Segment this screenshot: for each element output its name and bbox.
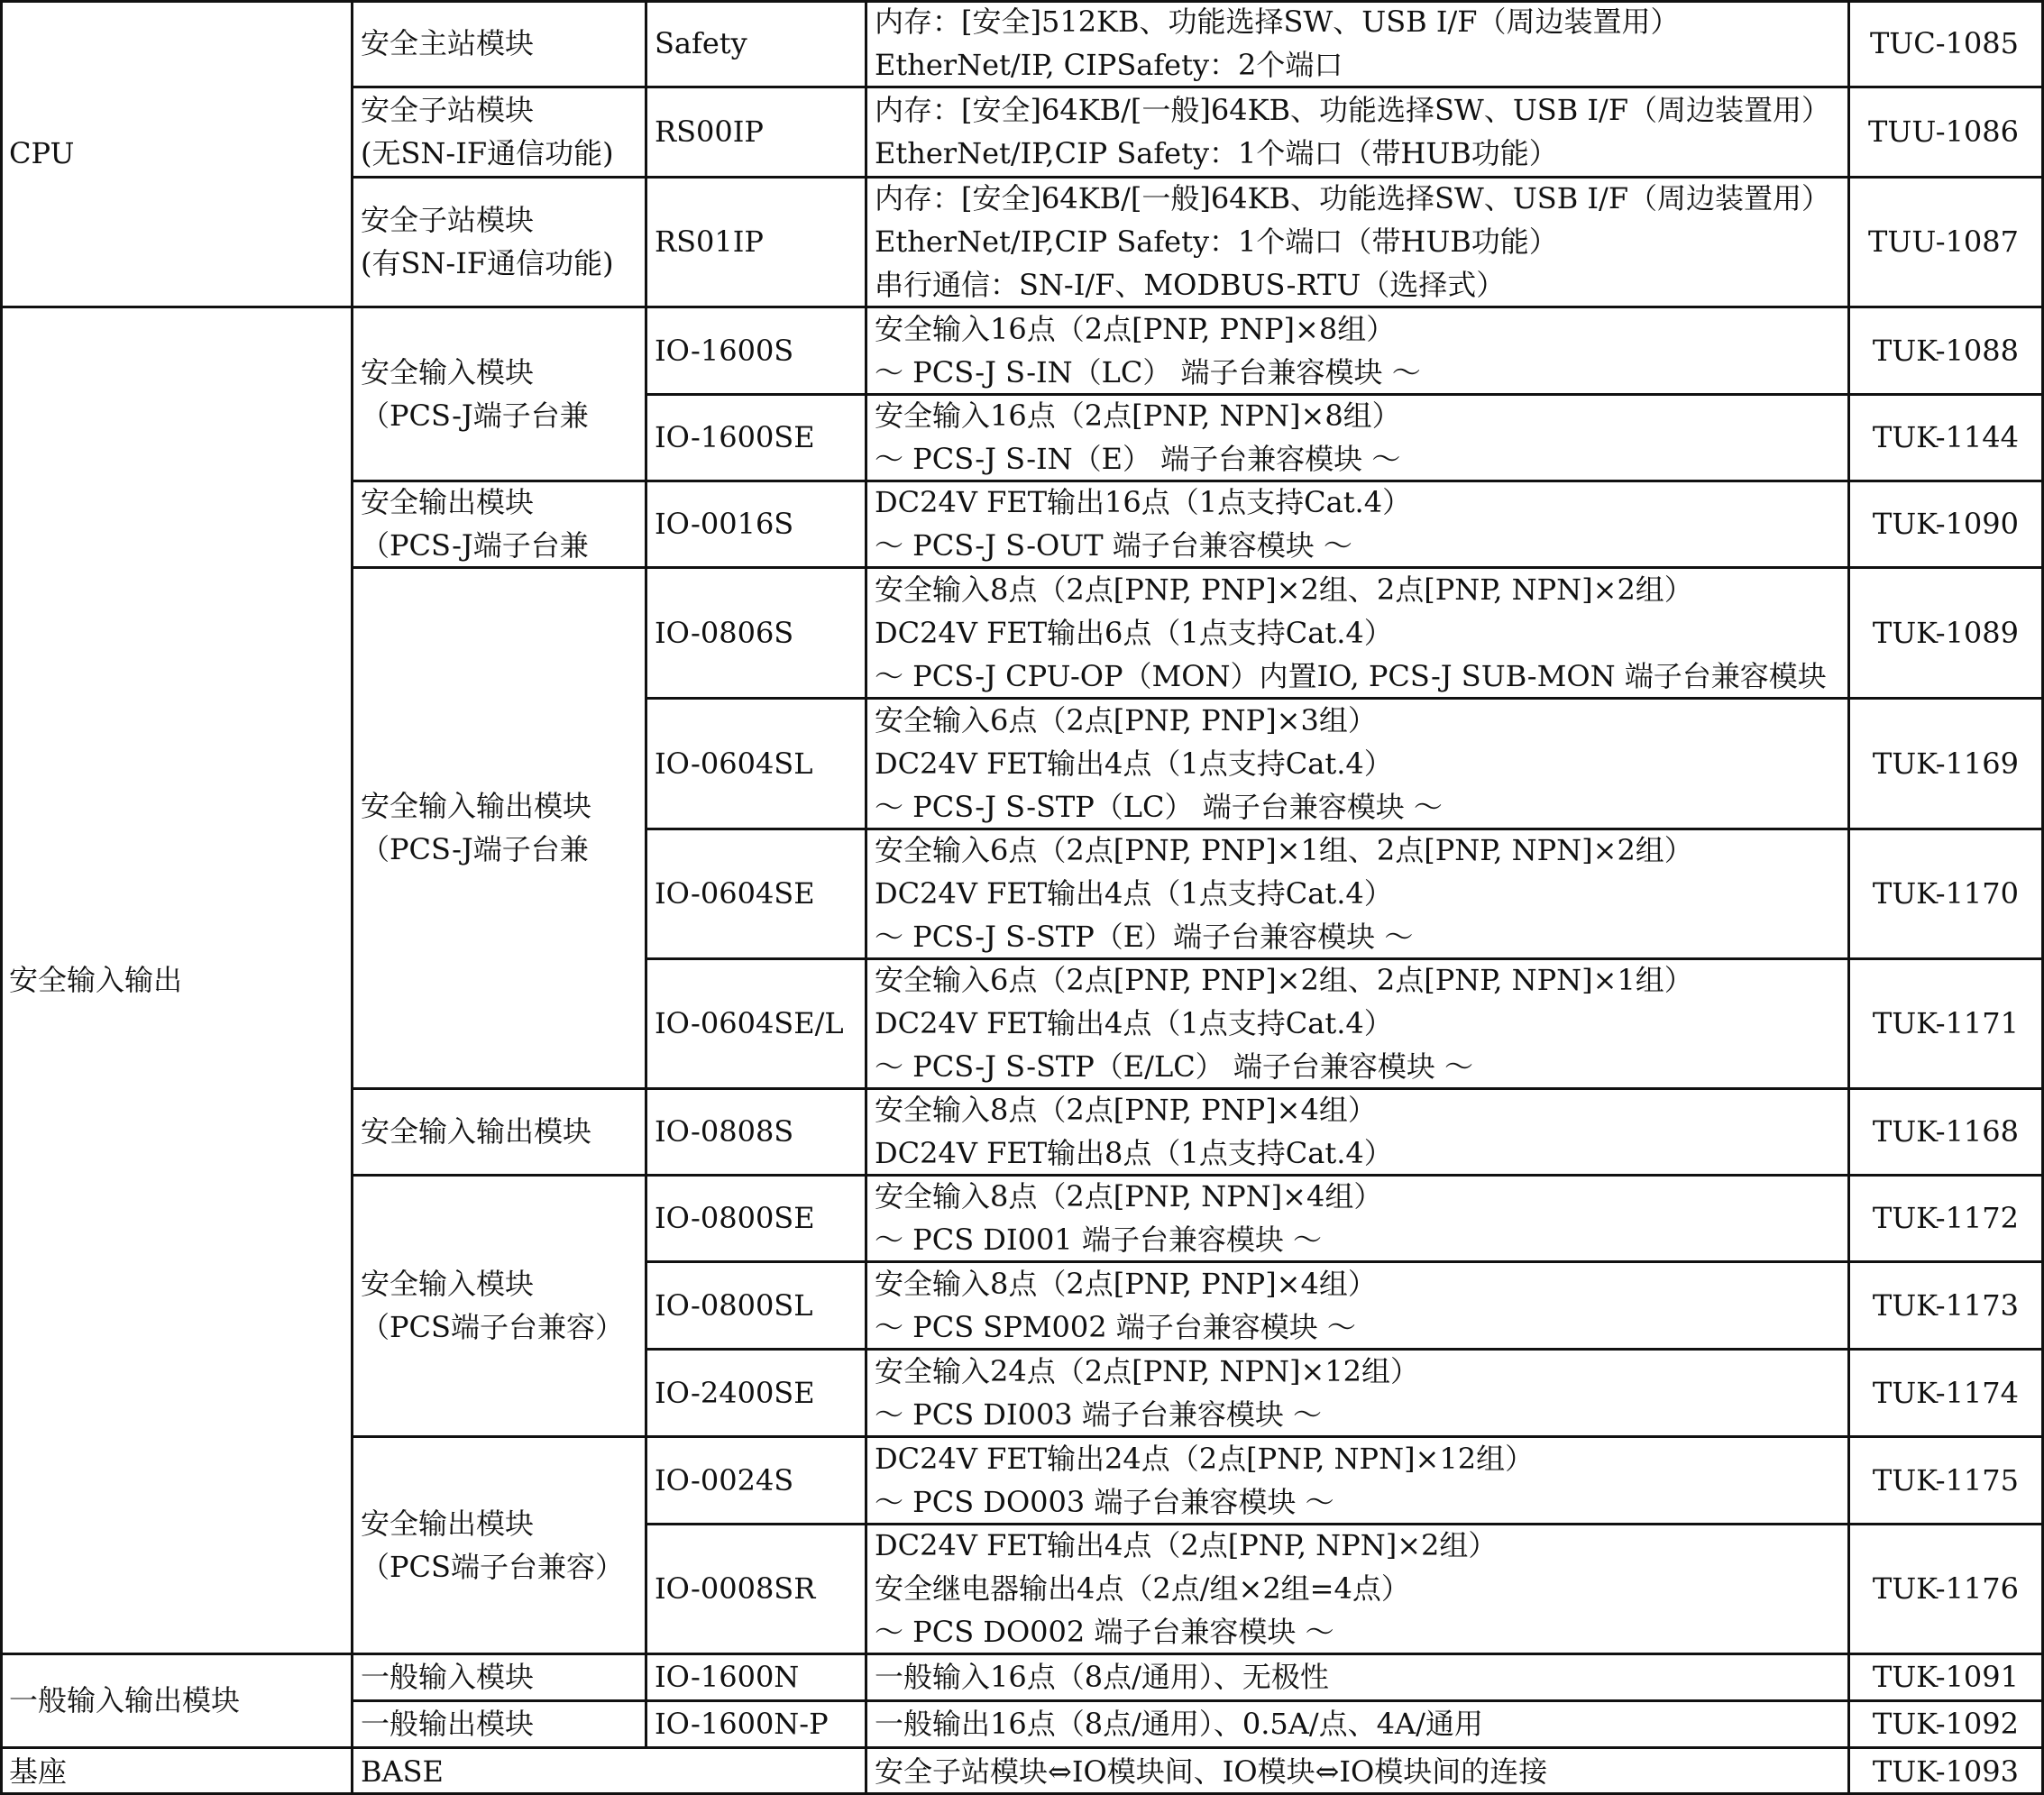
module-name: 安全输入模块 （PCS端子台兼容） <box>361 1267 624 1344</box>
table-border <box>646 1260 2044 1263</box>
category-general-io: 一般输入输出模块 <box>9 1683 241 1717</box>
code-cell: TUK-1090 <box>1872 507 2019 541</box>
spec-line: DC24V FET输出6点（1点支持Cat.4） <box>875 615 1393 650</box>
model-cell: IO-0024S <box>655 1462 794 1497</box>
table-border <box>1847 0 1850 1795</box>
spec-cell <box>866 1261 1848 1349</box>
spec-cell <box>866 1088 1848 1175</box>
spec-cell <box>866 177 1848 307</box>
table-border <box>646 957 2044 960</box>
spec-cell <box>866 394 1848 481</box>
spec-line: EtherNet/IP,CIP Safety：1个端口（带HUB功能） <box>875 136 1558 170</box>
spec-cell <box>866 1747 1848 1795</box>
module-name: 一般输出模块 <box>361 1707 535 1741</box>
module-name: 安全输出模块 （PCS端子台兼容） <box>361 1506 624 1584</box>
table-border <box>0 1746 2044 1749</box>
spec-line: 安全输入6点（2点[PNP, PNP]×3组） <box>875 702 1377 737</box>
table-border <box>646 393 2044 396</box>
code-cell: TUK-1093 <box>1872 1754 2019 1789</box>
spec-line: DC24V FET输出24点（2点[PNP, NPN]×12组） <box>875 1441 1535 1476</box>
model-cell: IO-0808S <box>655 1114 794 1149</box>
spec-line: 安全继电器输出4点（2点/组×2组=4点） <box>875 1571 1410 1606</box>
code-cell: TUK-1088 <box>1872 333 2019 368</box>
spec-line: DC24V FET输出4点（2点[PNP, NPN]×2组） <box>875 1528 1498 1562</box>
model-cell: RS01IP <box>655 224 764 259</box>
spec-line: EtherNet/IP, CIPSafety：2个端口 <box>875 48 1343 82</box>
spec-line: 安全输入8点（2点[PNP, PNP]×4组） <box>875 1266 1377 1301</box>
spec-line: 安全输入16点（2点[PNP, NPN]×8组） <box>875 398 1401 433</box>
spec-cell <box>866 307 1848 394</box>
spec-cell <box>866 1436 1848 1524</box>
code-cell: TUC-1085 <box>1869 26 2019 60</box>
category-base: 基座 <box>9 1754 68 1789</box>
spec-line: 内存：[安全]64KB/[一般]64KB、功能选择SW、USB I/F（周边装置用） <box>875 93 1831 127</box>
code-cell: TUK-1168 <box>1872 1114 2019 1149</box>
spec-line: ～ PCS-J S-IN（LC） 端子台兼容模块 ～ <box>875 354 1421 389</box>
module-name: 安全主站模块 <box>361 26 535 60</box>
code-cell: TUK-1170 <box>1872 876 2019 911</box>
spec-line: ～ PCS-J S-STP（E）端子台兼容模块 ～ <box>875 920 1414 954</box>
code-cell: TUK-1092 <box>1872 1707 2019 1741</box>
table-border <box>351 0 353 1795</box>
spec-line: 安全输入8点（2点[PNP, PNP]×2组、2点[PNP, NPN]×2组） <box>875 572 1693 607</box>
model-cell: IO-1600N <box>655 1660 800 1694</box>
spec-line: ～ PCS DO002 端子台兼容模块 ～ <box>875 1615 1334 1649</box>
spec-line: ～ PCS-J S-STP（E/LC） 端子台兼容模块 ～ <box>875 1049 1474 1084</box>
table-border <box>352 1174 2044 1177</box>
table-border <box>646 697 2044 700</box>
code-cell: TUK-1144 <box>1872 420 2019 454</box>
table-border <box>646 1348 2044 1351</box>
spec-cell <box>866 87 1848 177</box>
table-border <box>0 306 2044 308</box>
spec-line: DC24V FET输出4点（1点支持Cat.4） <box>875 876 1393 911</box>
module-name: 安全子站模块 (有SN-IF通信功能) <box>361 203 614 280</box>
category-safety-io: 安全输入输出 <box>9 963 183 997</box>
spec-line: 安全输入8点（2点[PNP, NPN]×4组） <box>875 1179 1383 1213</box>
table-border <box>865 0 867 1795</box>
spec-cell <box>866 829 1848 958</box>
code-cell: TUK-1174 <box>1872 1375 2019 1410</box>
code-cell: TUK-1175 <box>1872 1462 2019 1497</box>
category-cpu: CPU <box>9 136 75 170</box>
spec-line: ～ PCS DO003 端子台兼容模块 ～ <box>875 1484 1334 1519</box>
model-cell: IO-0800SL <box>655 1287 813 1323</box>
model-cell: IO-1600SE <box>655 420 815 454</box>
spec-line: ～ PCS-J S-IN（E） 端子台兼容模块 ～ <box>875 442 1401 476</box>
spec-line: ～ PCS-J S-OUT 端子台兼容模块 ～ <box>875 528 1352 563</box>
spec-line: 安全子站模块⇔IO模块间、IO模块⇔IO模块间的连接 <box>875 1754 1548 1789</box>
code-cell: TUU-1086 <box>1868 114 2019 149</box>
code-cell: TUK-1172 <box>1872 1201 2019 1235</box>
table-border <box>645 0 647 1747</box>
table-border <box>352 1699 2044 1702</box>
model-cell: IO-0008SR <box>655 1571 816 1606</box>
module-name: 安全输入输出模块 （PCS-J端子台兼 <box>361 789 592 866</box>
spec-cell <box>866 1349 1848 1436</box>
spec-line: DC24V FET输出16点（1点支持Cat.4） <box>875 485 1412 519</box>
model-cell: IO-0604SE <box>655 876 815 911</box>
spec-cell <box>866 1653 1848 1700</box>
spec-cell <box>866 0 1848 87</box>
model-cell: Safety <box>655 26 747 60</box>
model-cell: IO-0604SE/L <box>655 1006 844 1040</box>
spec-cell <box>866 698 1848 829</box>
spec-line: 内存：[安全]64KB/[一般]64KB、功能选择SW、USB I/F（周边装置用） <box>875 181 1831 215</box>
module-name: 安全子站模块 (无SN-IF通信功能) <box>361 93 614 170</box>
spec-cell <box>866 567 1848 698</box>
module-name: 一般输入模块 <box>361 1660 535 1694</box>
module-name: BASE <box>361 1754 444 1789</box>
module-name: 安全输入模块 （PCS-J端子台兼 <box>361 354 589 433</box>
code-cell: TUK-1173 <box>1872 1287 2019 1323</box>
spec-line: 安全输入24点（2点[PNP, NPN]×12组） <box>875 1353 1420 1388</box>
model-cell: IO-0800SE <box>655 1201 815 1235</box>
spec-line: ～ PCS-J S-STP（LC） 端子台兼容模块 ～ <box>875 789 1443 824</box>
spec-cell <box>866 1700 1848 1747</box>
spec-line: 一般输出16点（8点/通用）、0.5A/点、4A/通用 <box>875 1707 1483 1741</box>
code-cell: TUK-1089 <box>1872 615 2019 650</box>
spec-line: ～ PCS DI001 端子台兼容模块 ～ <box>875 1223 1323 1257</box>
table-border <box>646 828 2044 830</box>
spec-line: 安全输入16点（2点[PNP, PNP]×8组） <box>875 311 1396 346</box>
table-border <box>352 1435 2044 1438</box>
spec-line: 内存：[安全]512KB、功能选择SW、USB I/F（周边装置用） <box>875 5 1680 39</box>
table-border <box>352 86 2044 88</box>
spec-line: DC24V FET输出4点（1点支持Cat.4） <box>875 1006 1393 1040</box>
spec-line: EtherNet/IP,CIP Safety：1个端口（带HUB功能） <box>875 224 1558 259</box>
model-cell: IO-2400SE <box>655 1375 815 1410</box>
spec-cell <box>866 958 1848 1088</box>
spec-line: 一般输入16点（8点/通用）、无极性 <box>875 1660 1329 1694</box>
model-cell: IO-0016S <box>655 507 794 541</box>
model-cell: RS00IP <box>655 114 764 149</box>
spec-line: DC24V FET输出4点（1点支持Cat.4） <box>875 746 1393 781</box>
code-cell: TUK-1169 <box>1872 746 2019 781</box>
model-cell: IO-0604SL <box>655 746 813 781</box>
table-border <box>352 566 2044 569</box>
spec-line: 安全输入6点（2点[PNP, PNP]×1组、2点[PNP, NPN]×2组） <box>875 833 1693 867</box>
code-cell: TUK-1171 <box>1872 1006 2019 1040</box>
model-cell: IO-1600N-P <box>655 1707 829 1741</box>
model-cell: IO-1600S <box>655 333 794 368</box>
spec-cell <box>866 1524 1848 1653</box>
spec-line: 安全输入6点（2点[PNP, PNP]×2组、2点[PNP, NPN]×1组） <box>875 963 1693 997</box>
module-name: 安全输入输出模块 <box>361 1114 592 1149</box>
table-border <box>352 1087 2044 1090</box>
module-name: 安全输出模块 （PCS-J端子台兼 <box>361 485 589 563</box>
spec-line: 串行通信：SN-I/F、MODBUS-RTU（选择式） <box>875 268 1506 302</box>
spec-cell <box>866 1175 1848 1261</box>
table-border <box>0 0 3 1795</box>
model-cell: IO-0806S <box>655 615 794 650</box>
table-border <box>0 1653 2044 1655</box>
code-cell: TUK-1176 <box>1872 1571 2019 1606</box>
code-cell: TUU-1087 <box>1868 224 2019 259</box>
table-border <box>646 1523 2044 1525</box>
spec-line: ～ PCS-J CPU-OP（MON）内置IO, PCS-J SUB-MON 端子台兼容模块 <box>875 658 1827 693</box>
table-border <box>352 176 2044 179</box>
table-border <box>352 480 2044 482</box>
table-border <box>0 0 2044 3</box>
spec-cell <box>866 481 1848 567</box>
code-cell: TUK-1091 <box>1872 1660 2019 1694</box>
spec-line: 安全输入8点（2点[PNP, PNP]×4组） <box>875 1093 1377 1127</box>
spec-line: DC24V FET输出8点（1点支持Cat.4） <box>875 1136 1393 1170</box>
spec-line: ～ PCS SPM002 端子台兼容模块 ～ <box>875 1309 1356 1344</box>
spec-line: ～ PCS DI003 端子台兼容模块 ～ <box>875 1397 1323 1432</box>
